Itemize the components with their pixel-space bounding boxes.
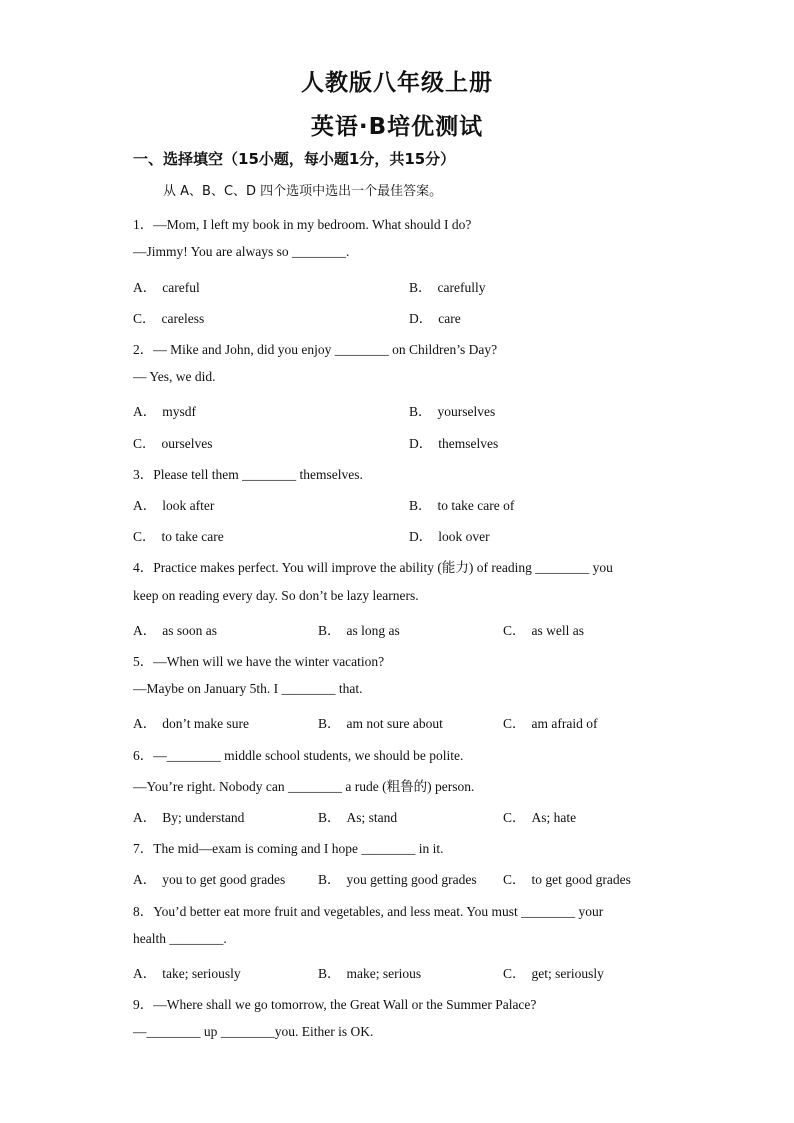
- question-5-option-c[interactable]: C． am afraid of: [503, 716, 598, 731]
- question-2-option-a[interactable]: A． mysdf: [133, 404, 196, 419]
- question-7-option-b[interactable]: B． you getting good grades: [318, 872, 477, 887]
- question-9-line-2: —________ up ________you. Either is OK.: [133, 1024, 374, 1039]
- question-5-option-b[interactable]: B． am not sure about: [318, 716, 443, 731]
- question-1-option-c[interactable]: C． careless: [133, 311, 205, 326]
- question-5-option-a[interactable]: A． don’t make sure: [133, 716, 249, 731]
- question-8-option-b[interactable]: B． make; serious: [318, 966, 422, 981]
- question-2-option-d[interactable]: D． themselves: [409, 436, 499, 451]
- question-1-option-b[interactable]: B． carefully: [409, 280, 486, 295]
- question-8-option-c[interactable]: C． get; seriously: [503, 966, 604, 981]
- question-7-option-c[interactable]: C． to get good grades: [503, 872, 631, 887]
- question-3-option-c[interactable]: C． to take care: [133, 529, 224, 544]
- question-6-option-b[interactable]: B． As; stand: [318, 810, 398, 825]
- question-2-option-c[interactable]: C． ourselves: [133, 436, 213, 451]
- question-6-line-1: 6．—________ middle school students, we should be polite.: [133, 748, 464, 763]
- page-title: 人教版八年级上册: [301, 70, 493, 96]
- page-subtitle: 英语·B培优测试: [310, 114, 484, 140]
- question-6-option-c[interactable]: C． As; hate: [503, 810, 577, 825]
- question-8-line-1: 8．You’d better eat more fruit and vegetables, and less meat. You must ________ your: [133, 904, 604, 919]
- question-4-line-1: 4．Practice makes perfect. You will improve the ability (能力) of reading ________ you: [133, 560, 613, 575]
- question-7-line-1: 7．The mid—exam is coming and I hope ________ in it.: [133, 841, 444, 856]
- question-3-option-d[interactable]: D． look over: [409, 529, 490, 544]
- question-5-line-2: —Maybe on January 5th. I ________ that.: [133, 681, 363, 696]
- question-4-option-b[interactable]: B． as long as: [318, 623, 400, 638]
- question-4-option-a[interactable]: A． as soon as: [133, 623, 217, 638]
- question-2-line-1: 2．— Mike and John, did you enjoy ________ on Children’s Day?: [133, 342, 498, 357]
- question-3-option-a[interactable]: A． look after: [133, 498, 215, 513]
- question-4-option-c[interactable]: C． as well as: [503, 623, 584, 638]
- question-2-option-b[interactable]: B． yourselves: [409, 404, 496, 419]
- section-heading: 一、选择填空（15小题，每小题1分，共15分）: [133, 150, 456, 168]
- question-3-option-b[interactable]: B． to take care of: [409, 498, 515, 513]
- question-7-option-a[interactable]: A． you to get good grades: [133, 872, 286, 887]
- question-1-option-d[interactable]: D． care: [409, 311, 461, 326]
- question-8-line-2: health ________.: [133, 931, 227, 946]
- section-instruction: 从 A、B、C、D 四个选项中选出一个最佳答案。: [163, 184, 443, 199]
- question-4-line-2: keep on reading every day. So don’t be lazy learners.: [133, 588, 419, 603]
- question-9-line-1: 9．—Where shall we go tomorrow, the Great Wall or the Summer Palace?: [133, 997, 537, 1012]
- question-1-line-1: 1．—Mom, I left my book in my bedroom. What should I do?: [133, 217, 472, 232]
- question-1-line-2: —Jimmy! You are always so ________.: [133, 244, 350, 259]
- question-6-line-2: —You’re right. Nobody can ________ a rude (粗鲁的) person.: [133, 779, 475, 794]
- question-5-line-1: 5．—When will we have the winter vacation?: [133, 654, 385, 669]
- question-1-option-a[interactable]: A． careful: [133, 280, 200, 295]
- question-3-line-1: 3．Please tell them ________ themselves.: [133, 467, 363, 482]
- question-6-option-a[interactable]: A． By; understand: [133, 810, 245, 825]
- question-2-line-2: — Yes, we did.: [133, 369, 216, 384]
- question-8-option-a[interactable]: A． take; seriously: [133, 966, 241, 981]
